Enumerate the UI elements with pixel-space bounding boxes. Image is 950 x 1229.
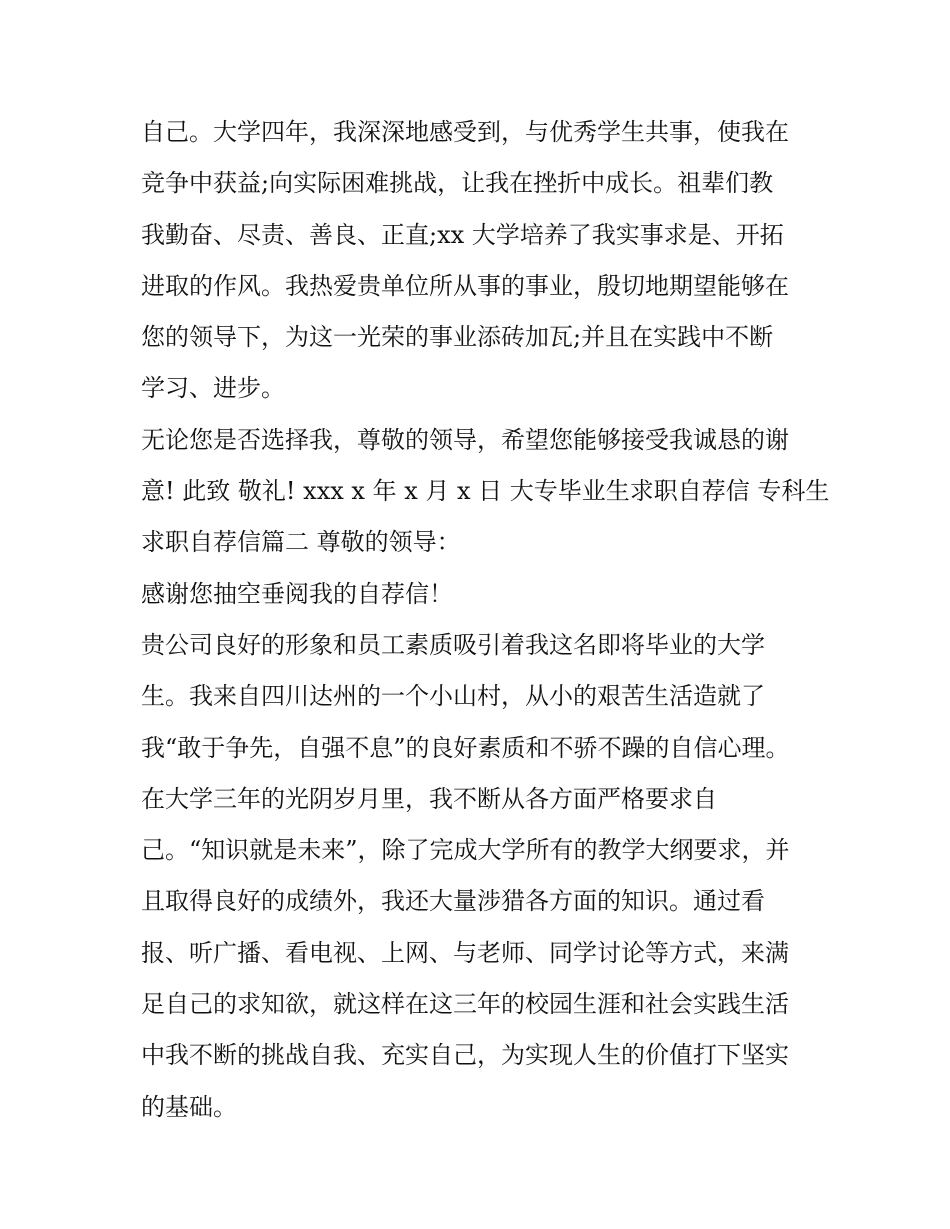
text-line: 贵公司良好的形象和员工素质吸引着我这名即将毕业的大学 xyxy=(141,630,765,659)
text-line: 我勤奋、尽责、善良、正直;xx 大学培养了我实事求是、开拓 xyxy=(141,220,784,249)
text-line: 无论您是否选择我，尊敬的领导，希望您能够接受我诚恳的谢 xyxy=(141,425,789,454)
text-line: 进取的作风。我热爱贵单位所从事的事业，殷切地期望能够在 xyxy=(141,271,789,300)
text-line: 求职自荐信篇二 尊敬的领导： xyxy=(141,528,461,557)
text-line: 足自己的求知欲，就这样在这三年的校园生涯和社会实践生活 xyxy=(141,990,789,1019)
text-line: 中我不断的挑战自我、充实自己，为实现人生的价值打下坚实 xyxy=(141,1041,789,1070)
text-line: 意! 此致 敬礼! xxx x 年 x 月 x 日 大专毕业生求职自荐信 专科生 xyxy=(141,477,830,506)
text-line: 己。“知识就是未来”，除了完成大学所有的教学大纲要求，并 xyxy=(141,836,790,865)
text-line: 学习、进步。 xyxy=(141,374,285,403)
text-line: 报、听广播、看电视、上网、与老师、同学讨论等方式，来满 xyxy=(141,938,789,967)
text-line: 您的领导下，为这一光荣的事业添砖加瓦;并且在实践中不断 xyxy=(141,323,774,352)
text-line: 在大学三年的光阴岁月里，我不断从各方面严格要求自 xyxy=(141,784,717,813)
body-text xyxy=(141,107,830,1133)
text-line: 生。我来自四川达州的一个小山村，从小的艰苦生活造就了 xyxy=(141,682,765,711)
text-line: 我“敢于争先，自强不息”的良好素质和不骄不躁的自信心理。 xyxy=(141,733,790,762)
text-line: 感谢您抽空垂阅我的自荐信！ xyxy=(141,579,453,608)
text-line: 竞争中获益;向实际困难挑战，让我在挫折中成长。祖辈们教 xyxy=(141,169,774,198)
text-line: 自己。大学四年，我深深地感受到，与优秀学生共事，使我在 xyxy=(141,118,789,146)
text-line: 且取得良好的成绩外，我还大量涉猎各方面的知识。通过看 xyxy=(141,887,765,916)
text-line: 的基础。 xyxy=(141,1092,237,1121)
